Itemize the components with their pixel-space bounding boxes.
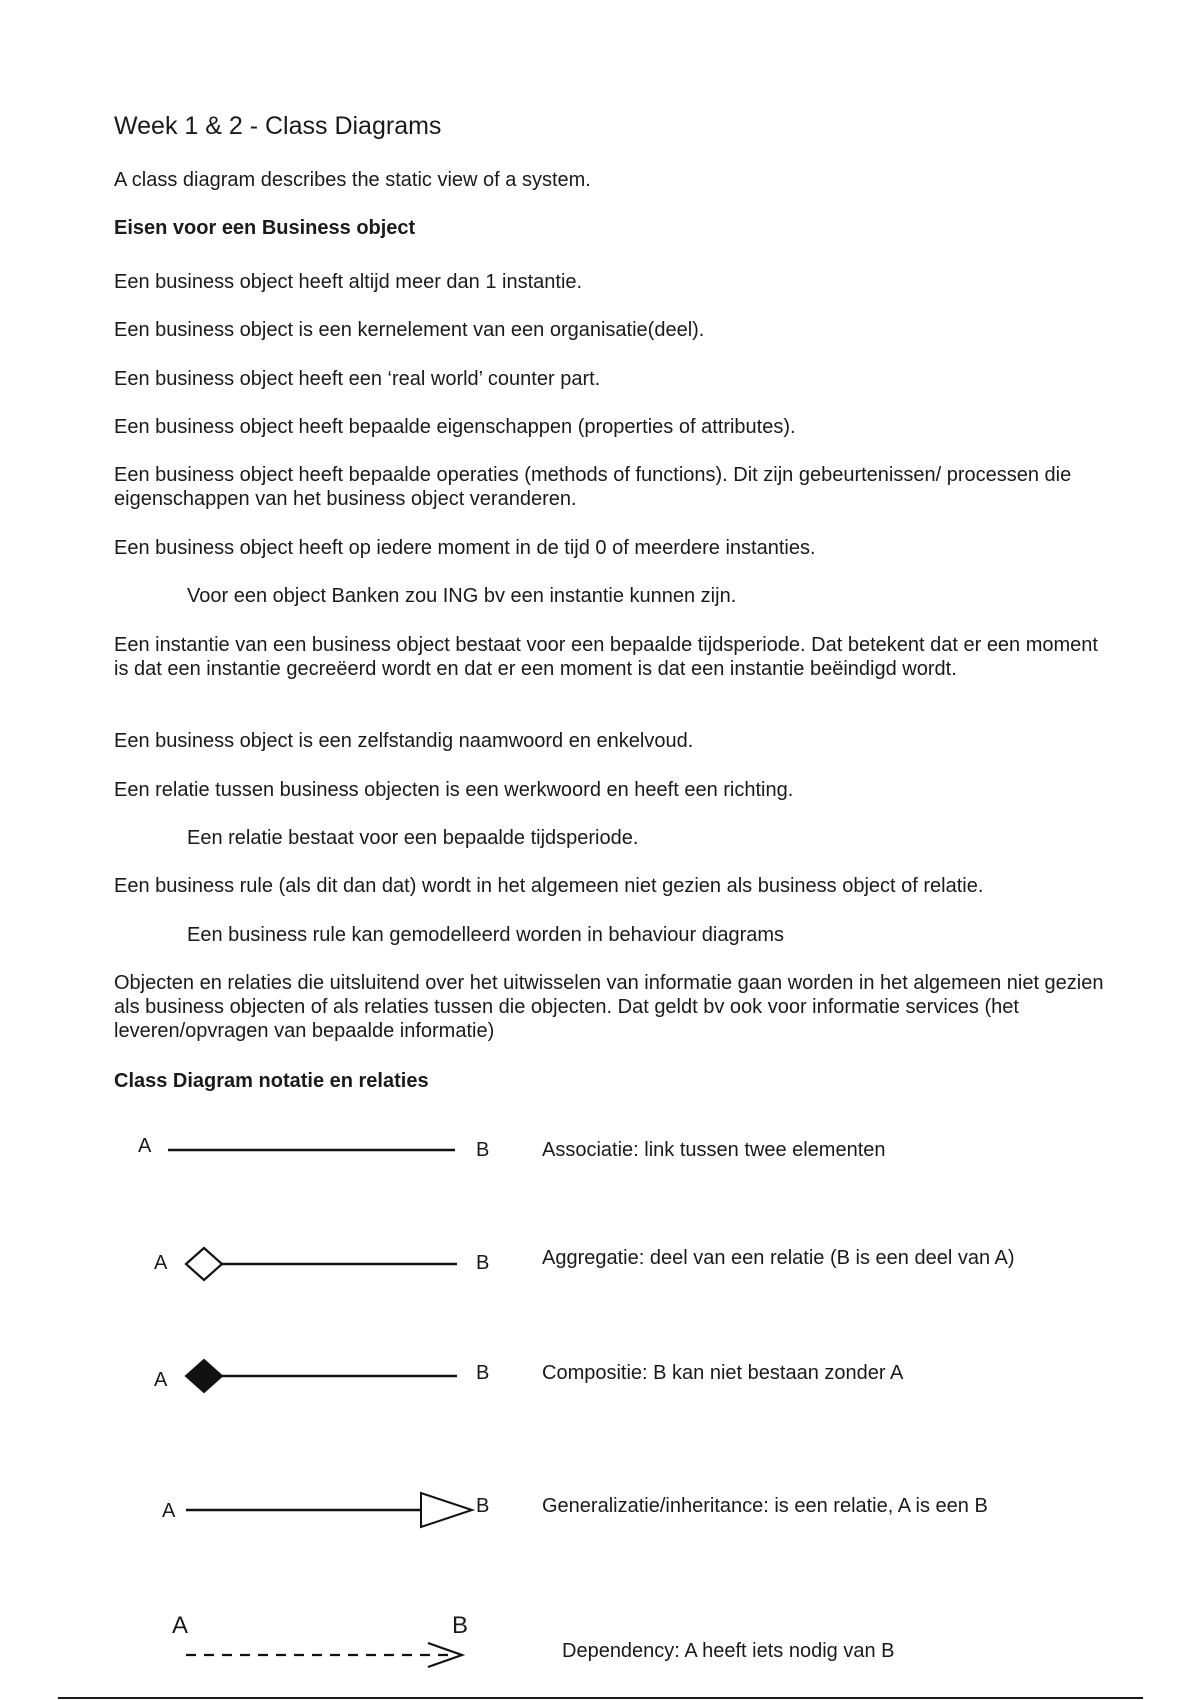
paragraph: Een business object heeft altijd meer dan 1 instantie. [114,271,583,293]
aggregation-label-b: B [476,1252,490,1274]
association-description: Associatie: link tussen twee elementen [542,1139,886,1161]
generalization-label-b: B [476,1495,490,1517]
paragraph: Een business object is een kernelement van een organisatie(deel). [114,319,705,341]
aggregation-label-a: A [154,1252,168,1274]
generalization-label-a: A [162,1500,176,1522]
paragraph: Een instantie van een business object bestaat voor een bepaalde tijdsperiode. Dat betekent dat er een moment is dat een instantie gecreëerd wordt en dat er een moment is dat een instantie beëindigd wordt. [114,634,1098,680]
dependency-label-a: A [172,1612,189,1639]
paragraph: Een business rule (als dit dan dat) wordt in het algemeen niet gezien als business object of relatie. [114,875,984,897]
dependency-open-arrowhead [428,1643,462,1667]
section-heading-business-object: Eisen voor een Business object [114,217,416,239]
paragraph: Een relatie tussen business objecten is een werkwoord en heeft een richting. [114,779,794,801]
indented-paragraph: Een business rule kan gemodelleerd worden in behaviour diagrams [187,924,785,946]
paragraph: Objecten en relaties die uitsluitend over het uitwisselen van informatie gaan worden in het algemeen niet gezien als business objecten of als relaties tussen die objecten. Dat geldt bv ook voor informatie services (het leveren/opvragen van bepaalde informatie) [114,972,1104,1042]
aggregation-hollow-diamond [186,1248,222,1280]
paragraph: Een business object is een zelfstandig naamwoord en enkelvoud. [114,730,694,752]
association-label-a: A [138,1135,152,1157]
dependency-description: Dependency: A heeft iets nodig van B [562,1640,895,1662]
paragraph: Een business object heeft bepaalde eigenschappen (properties of attributes). [114,416,796,438]
composition-filled-diamond [186,1360,222,1392]
indented-paragraph: Een relatie bestaat voor een bepaalde tijdsperiode. [187,827,639,849]
composition-label-b: B [476,1362,490,1384]
intro-text: A class diagram describes the static view of a system. [114,169,591,191]
composition-label-a: A [154,1369,168,1391]
dependency-label-b: B [452,1612,469,1639]
bottom-divider [58,1697,1143,1699]
section-heading-notation: Class Diagram notatie en relaties [114,1070,429,1092]
paragraph: Een business object heeft bepaalde operaties (methods of functions). Dit zijn gebeurtenissen/ processen die eigenschappen van het business object veranderen. [114,464,1072,510]
aggregation-description: Aggregatie: deel van een relatie (B is een deel van A) [542,1247,1015,1269]
page-title: Week 1 & 2 - Class Diagrams [114,112,442,140]
paragraph: Een business object heeft op iedere moment in de tijd 0 of meerdere instanties. [114,537,816,559]
generalization-description: Generalizatie/inheritance: is een relatie, A is een B [542,1495,988,1517]
generalization-hollow-triangle [421,1493,472,1527]
indented-paragraph: Voor een object Banken zou ING bv een instantie kunnen zijn. [187,585,737,607]
paragraph: Een business object heeft een ‘real world’ counter part. [114,368,601,390]
association-label-b: B [476,1139,490,1161]
composition-description: Compositie: B kan niet bestaan zonder A [542,1362,904,1384]
